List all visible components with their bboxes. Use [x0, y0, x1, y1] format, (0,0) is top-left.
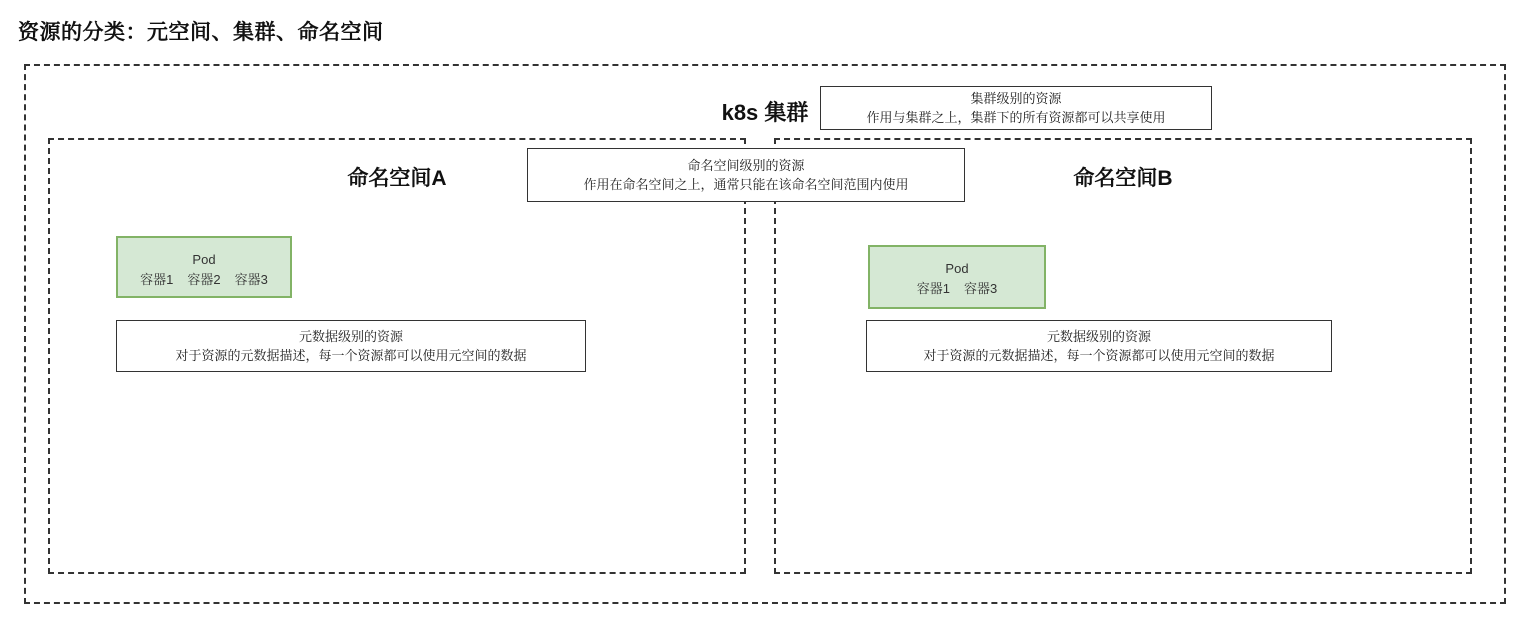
cluster-level-resource-note — [820, 86, 1212, 130]
meta-note-b-line-2: 对于资源的元数据描述，每一个资源都可以使用元空间的数据 — [923, 348, 1275, 363]
pod-a-container-2: 容器2 — [187, 272, 221, 287]
meta-note-b-line-1: 元数据级别的资源 — [1046, 329, 1151, 344]
namespace-note-line-2: 作用在命名空间之上，通常只能在该命名空间范围内使用 — [583, 177, 909, 192]
namespace-a-title: 命名空间A — [347, 167, 447, 190]
pod-a-label: Pod — [192, 252, 216, 267]
pod-b-containers — [870, 281, 1044, 297]
meta-note-a-line-1: 元数据级别的资源 — [298, 329, 403, 344]
pod-b — [868, 245, 1046, 309]
pod-b-container-1: 容器1 — [916, 281, 950, 296]
namespace-note-line-1: 命名空间级别的资源 — [687, 158, 805, 173]
pod-b-container-2: 容器3 — [964, 281, 998, 296]
meta-note-a-line-2: 对于资源的元数据描述，每一个资源都可以使用元空间的数据 — [175, 348, 527, 363]
pod-a — [116, 236, 292, 298]
cluster-note-line-2: 作用与集群之上，集群下的所有资源都可以共享使用 — [866, 110, 1166, 125]
metadata-level-resource-note-b — [866, 320, 1332, 372]
k8s-cluster-title: k8s 集群 — [721, 100, 809, 125]
pod-b-label: Pod — [945, 261, 969, 276]
namespace-b-title: 命名空间B — [1073, 167, 1173, 190]
pod-a-container-1: 容器1 — [140, 272, 174, 287]
pod-a-containers — [118, 272, 290, 288]
pod-a-container-3: 容器3 — [234, 272, 268, 287]
page-title: 资源的分类：元空间、集群、命名空间 — [18, 21, 384, 44]
metadata-level-resource-note-a — [116, 320, 586, 372]
cluster-note-line-1: 集群级别的资源 — [970, 91, 1062, 106]
namespace-level-resource-note — [527, 148, 965, 202]
